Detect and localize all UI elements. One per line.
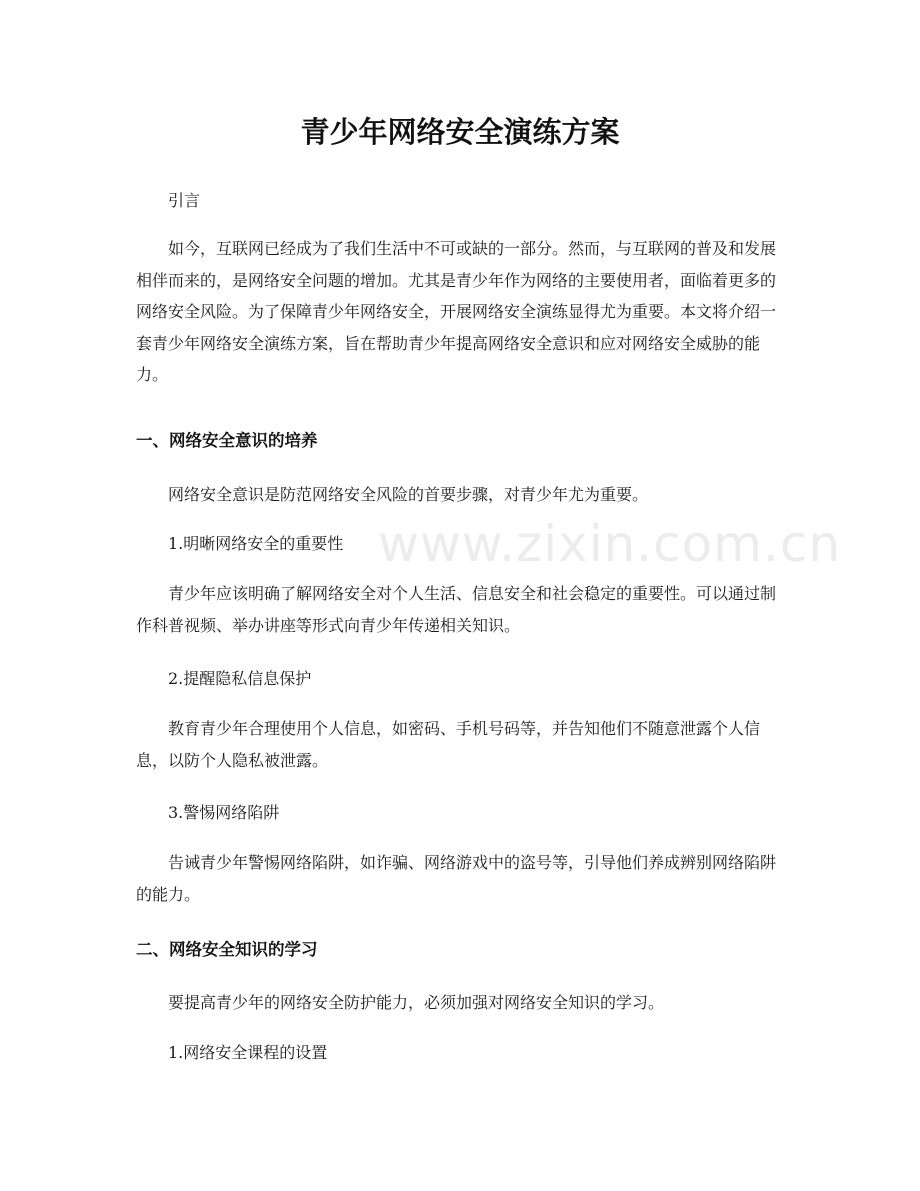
section-1-item-3-title: 3.警惕网络陷阱 <box>168 803 280 822</box>
section-1-item-2-body: 教育青少年合理使用个人信息，如密码、手机号码等，并告知他们不随意泄露个人信息，以防个人隐私被泄露。 <box>136 719 761 770</box>
section-2-heading: 二、网络安全知识的学习 <box>136 940 318 959</box>
section-1-intro: 网络安全意识是防范网络安全风险的首要步骤，对青少年尤为重要。 <box>168 485 649 504</box>
intro-paragraph: 如今，互联网已经成为了我们生活中不可或缺的一部分。然而，与互联网的普及和发展相伴而来的，是网络安全问题的增加。尤其是青少年作为网络的主要使用者，面临着更多的网络安全风险。为了保障青少年网络安全，开展网络安全演练显得尤为重要。本文将介绍一套青少年网络安全演练方案，旨在帮助青少年提高网络安全意识和应对网络安全威胁的能力。 <box>136 239 777 384</box>
section-2-item-1-title: 1.网络安全课程的设置 <box>168 1043 328 1062</box>
intro-label: 引言 <box>168 191 201 210</box>
section-2-intro: 要提高青少年的网络安全防护能力，必须加强对网络安全知识的学习。 <box>168 993 665 1012</box>
section-1-heading: 一、网络安全意识的培养 <box>136 431 318 450</box>
section-1-item-1-title: 1.明晰网络安全的重要性 <box>168 534 344 553</box>
watermark: www.zixin.com.cn <box>378 515 842 573</box>
section-1-item-2-title: 2.提醒隐私信息保护 <box>168 669 312 688</box>
document-title: 青少年网络安全演练方案 <box>300 115 620 149</box>
section-1-item-3-body: 告诫青少年警惕网络陷阱，如诈骗、网络游戏中的盗号等，引导他们养成辨别网络陷阱的能力。 <box>136 853 777 904</box>
section-1-item-1-body: 青少年应该明确了解网络安全对个人生活、信息安全和社会稳定的重要性。可以通过制作科普视频、举办讲座等形式向青少年传递相关知识。 <box>136 584 777 635</box>
